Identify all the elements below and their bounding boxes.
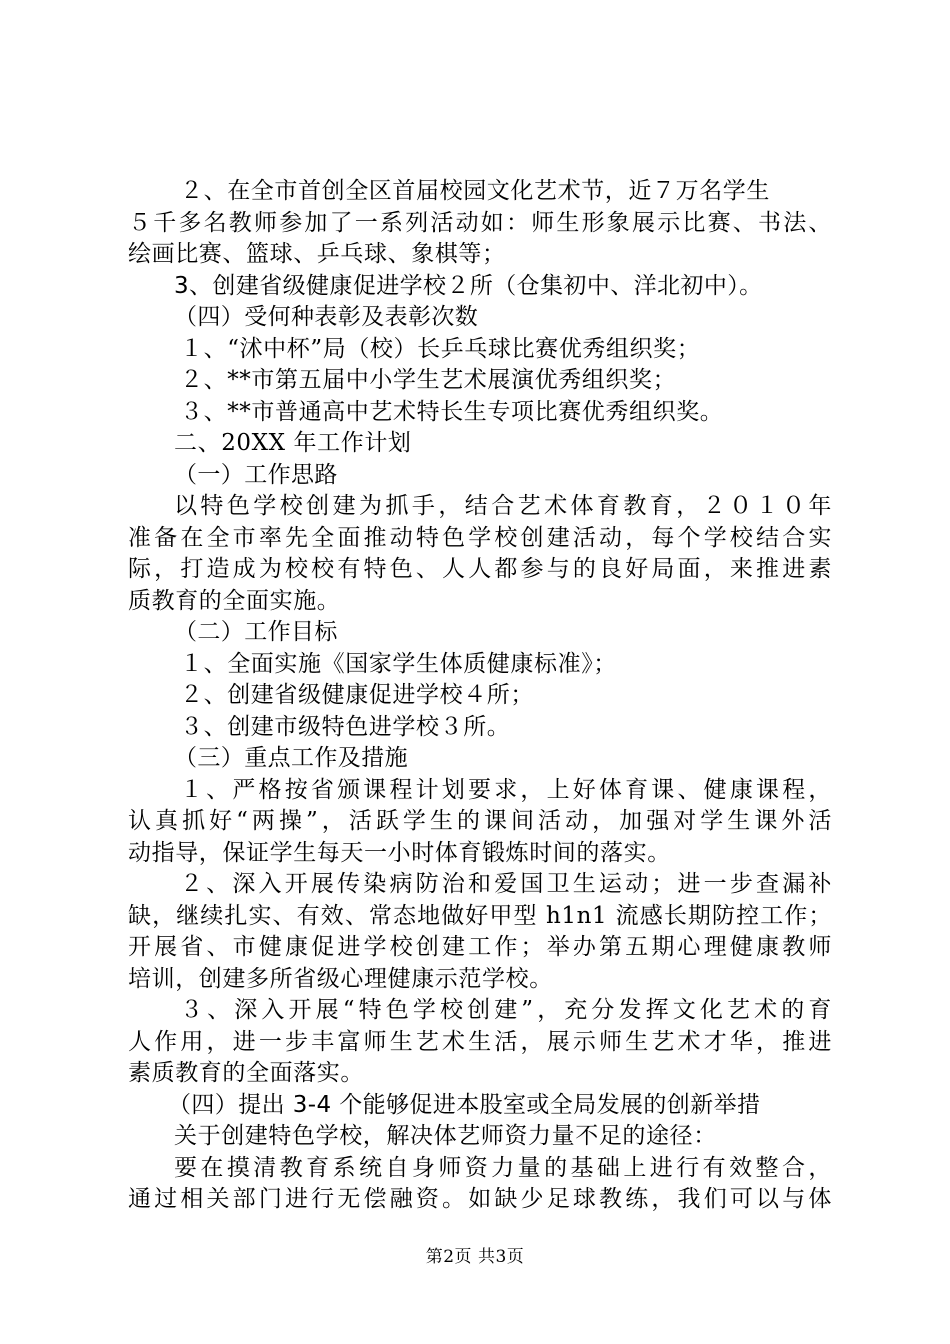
section-heading: （二）工作目标 [174,619,338,645]
paragraph-line: ２、深入开展传染病防治和爱国卫生运动；进一步查漏补 [180,871,832,897]
paragraph-line: ２、在全市首创全区首届校园文化艺术节，近７万名学生 [180,178,770,204]
paragraph-line: 人作用，进一步丰富师生艺术生活，展示师生艺术才华，推进 [128,1028,832,1055]
list-item: ３、**市普通高中艺术特长生专项比赛优秀组织奖。 [180,398,724,425]
list-item: ２、**市第五届中小学生艺术展演优秀组织奖； [180,367,677,393]
paragraph-line: 开展省、市健康促进学校创建工作；举办第五期心理健康教师 [128,934,832,960]
paragraph-line: 素质教育的全面落实。 [128,1060,364,1086]
paragraph-line: 培训，创建多所省级心理健康示范学校。 [128,965,553,992]
page-footer: 第2页 共3页 [425,1247,525,1267]
paragraph-line: 质教育的全面实施。 [128,587,341,614]
paragraph-line: 要在摸清教育系统自身师资力量的基础上进行有效整合， [174,1154,832,1181]
paragraph-line: 3、创建省级健康促进学校２所（仓集初中、洋北初中）。 [174,272,763,299]
paragraph-line: 动指导，保证学生每天一小时体育锻炼时间的落实。 [128,839,671,866]
paragraph-line: １、严格按省颁课程计划要求，上好体育课、健康课程， [180,776,832,803]
paragraph-line: ３、深入开展“特色学校创建”，充分发挥文化艺术的育 [180,997,832,1023]
paragraph-line: 际，打造成为校校有特色、人人都参与的良好局面，来推进素 [128,556,832,582]
paragraph-line: 认真抓好“两操”，活跃学生的课间活动，加强对学生课外活 [128,808,832,834]
section-heading: 二、20XX 年工作计划 [174,430,412,456]
document-body [128,176,832,1216]
paragraph-line: ５千多名教师参加了一系列活动如：师生形象展示比赛、书法、 [128,209,832,236]
section-heading: （四）提出 3-4 个能够促进本股室或全局发展的创新举措 [168,1091,761,1118]
section-heading: （三）重点工作及措施 [174,745,408,771]
paragraph-line: 关于创建特色学校，解决体艺师资力量不足的途径： [174,1123,717,1149]
section-heading: （四）受何种表彰及表彰次数 [174,304,479,330]
paragraph-line: 通过相关部门进行无偿融资。如缺少足球教练，我们可以与体 [128,1186,832,1212]
paragraph-line: 绘画比赛、篮球、乒乓球、象棋等； [128,241,506,267]
list-item: ３、创建市级特色进学校３所。 [180,713,511,740]
paragraph-line: 以特色学校创建为抓手，结合艺术体育教育，２０１０年 [174,493,832,519]
list-item: １、全面实施《国家学生体质健康标准》； [180,650,617,677]
paragraph-line: 缺，继续扎实、有效、常态地做好甲型 h1n1 流感长期防控工作； [128,902,832,929]
section-heading: （一）工作思路 [174,461,338,488]
list-item: ２、创建省级健康促进学校４所； [180,682,534,708]
paragraph-line: 准备在全市率先全面推动特色学校创建活动，每个学校结合实 [128,524,832,551]
list-item: １、“沭中杯”局（校）长乒乓球比赛优秀组织奖； [180,335,701,362]
